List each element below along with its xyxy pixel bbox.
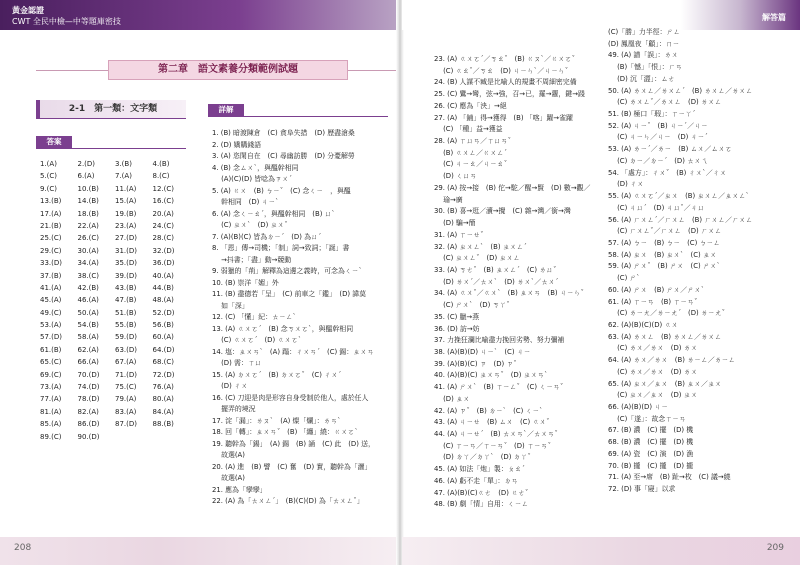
header-bar [402, 0, 800, 30]
answer-cell: 3.(B) [115, 160, 132, 168]
detail-line: 6. (A) 念ㄑㄧㄠˊ，與醞幹相同 (B) ㄩˋ [212, 209, 335, 218]
detail-line: 13. (A) ㄍㄨㄛˊ (B) 念ㄎㄨㄛˋ，與醞幹相同 [212, 324, 354, 333]
detail-line: 5. (A) ㄍㄨ (B) ㄅㄧˇ (C) 念ㄑㄧ ，與醞 [212, 186, 351, 195]
detail-line: 50. (A) ㄌㄨㄥ／ㄌㄨㄥˊ (B) ㄌㄨㄥ／ㄌㄨㄥ [608, 86, 753, 95]
page-number: 209 [766, 543, 784, 553]
details-column-1 [434, 54, 604, 511]
details-column-2 [608, 27, 778, 496]
answer-cell: 44.(B) [152, 283, 174, 292]
answer-row [40, 358, 190, 370]
detail-line: (C) ㄓㄨˋ (D) ㄓㄨˇ [212, 221, 288, 229]
detail-line: 8. 「恩」傳→司機；「制」詞→致詞；「誕」書 [212, 244, 350, 252]
detail-line: 22. (A) 為「ㄊㄨㄥˊ」 (B)(C)(D) 為「ㄊㄨㄥˇ」 [212, 497, 364, 505]
detail-line: 53. (A) ㄌㄧˊ／ㄌㄧ (B) ㄙㄨ／ㄙㄨㄛ [608, 145, 732, 154]
footer-band [0, 537, 398, 565]
detail-line: 58. (A) ㄓㄨ (B) ㄓㄨˋ (C) ㄓㄨ [608, 250, 717, 259]
detail-line: 68. (B) 濃 (C) 擺 (D) 機 [608, 438, 694, 447]
detail-line: 52. (A) ㄐㄧˇ (B) ㄐㄧˊ／ㄐㄧ [608, 121, 708, 130]
detail-line: (C) ㄐㄧㄣ／ㄐㄧ (D) ㄐㄧˊ [608, 133, 708, 142]
detail-line: 36. (D) 訪→妨 [434, 324, 480, 333]
answer-cell: 66.(A) [77, 358, 99, 367]
answer-row [40, 259, 190, 271]
detail-line: 48. (B) 劇「情」自用：ㄑㄧㄥ [434, 500, 529, 509]
detail-line: 故選(A) [212, 474, 245, 482]
detail-line: 12. (C) 「懂」紀：ㄊㄧㄥˋ [212, 313, 297, 321]
answer-cell: 21.(B) [40, 221, 62, 230]
header-right-label: 解答篇 [762, 13, 786, 22]
answer-cell: 32.(D) [152, 246, 175, 255]
detail-line: (C)「勝」力半徑：ㄕㄥ [608, 28, 681, 36]
detail-line: 11. (B) 盡德若「呈」 (C) 前車之「鑑」 (D) 諱莫 [212, 290, 367, 298]
detail-line: 26. (C) 應為「泱」→絕 [434, 101, 507, 110]
answer-cell: 11.(A) [115, 184, 137, 193]
answer-cell: 34.(A) [77, 259, 99, 268]
answer-cell: 72.(D) [152, 370, 175, 379]
detail-line: 14. 塩：ㄓㄨㄢˋ (A) 蹋：ㄔㄨㄢˊ (C) 錫：ㄓㄨㄢ [212, 347, 374, 356]
detail-line: (D) 需：ㄒㄩ [212, 359, 262, 367]
detail-line: 29. (A) 按→接 (B) 佗→駝／醒→賢 (D) 數→觀／ [434, 183, 591, 192]
detail-line: 39. (A)(B)(C) ㄗ (D) ㄗˇ [434, 359, 517, 368]
right-page [402, 0, 800, 565]
answer-cell: 2.(D) [77, 160, 96, 168]
answers-label: 答案 [36, 136, 72, 148]
answer-cell: 73.(A) [40, 383, 62, 392]
answer-cell: 28.(C) [152, 234, 174, 243]
detail-line: 33. (A) ㄎㄜˇ (B) ㄓㄨㄥˊ (C) ㄌㄩˇ [434, 265, 557, 274]
answer-cell: 80.(A) [152, 395, 174, 404]
answer-cell: 50.(A) [77, 308, 99, 317]
detail-line: (D) ㄔㄨ [212, 382, 248, 390]
detail-line: 15. (A) ㄉㄨㄛˊ (B) ㄉㄨㄛˇ (C) ㄔㄨˊ [212, 370, 342, 379]
detail-line: 60. (A) ㄕㄨ (B) ㄕㄨ／ㄕㄨˋ [608, 285, 705, 294]
detail-line: 23. (A) ㄍㄨㄛˊ／ㄎㄠˇ (B) ㄍㄡˋ／ㄍㄨㄛˇ [434, 55, 576, 63]
detail-line: 70. (B) 攏 (C) 攏 (D) 攏 [608, 461, 694, 470]
answer-cell: 71.(D) [115, 370, 137, 379]
answer-row [40, 197, 190, 209]
detail-line: 47. (A)(B)(C)ㄍㄜ (D) ㄍㄜˇ [434, 488, 529, 497]
detail-line: 42. (A) ㄗˇ (B) ㄉㄧˋ (C) ㄑㄧˋ [434, 406, 543, 415]
answer-cell: 42.(B) [77, 283, 99, 292]
answer-cell: 30.(A) [77, 246, 99, 255]
answer-cell: 41.(A) [40, 283, 62, 292]
answer-row [40, 420, 190, 432]
answer-cell: 37.(B) [40, 271, 62, 280]
answer-cell: 22.(A) [77, 221, 99, 230]
detail-line: (C) ㄏㄨㄥˇ／ㄏㄨㄥ (D) ㄏㄨㄥ [608, 227, 722, 236]
answer-cell: 36.(D) [152, 259, 175, 268]
detail-line: 41. (A) ㄕㄨˋ (B) ㄒㄧㄥˇ (C) ㄑㄧㄢˇ [434, 383, 564, 392]
detail-line: 64. (A) ㄌㄨ／ㄌㄨ (B) ㄌㄧㄥ／ㄌㄧㄥ [608, 356, 736, 365]
detail-line: 30. (B) 喜→逛／瀆→攪 (C) 雜→灣／銜→灣 [434, 207, 571, 216]
detail-line: 43. (A) ㄐㄧㄝ (B) ㄙㄨ (C) ㄍㄨˇ [434, 418, 550, 427]
detail-line: (C) 「種」益→獲益 [434, 125, 503, 134]
answer-row [40, 247, 190, 259]
answer-row [40, 210, 190, 222]
answer-cell: 24.(C) [152, 221, 174, 230]
details-rule [208, 116, 388, 117]
answer-cell: 86.(D) [77, 420, 100, 429]
answer-cell: 76.(A) [152, 383, 174, 392]
answer-cell: 51.(B) [115, 308, 137, 317]
chapter-title: 第二章 語文素養分類範例試題 [108, 60, 348, 80]
answer-cell: 14.(B) [77, 197, 99, 206]
answer-cell: 10.(B) [77, 184, 99, 193]
answer-row [40, 160, 190, 172]
detail-line: 17. 淀「漏」：ㄌㄡˋ (A) 燦「爛」：ㄌㄢˋ [212, 416, 341, 425]
detail-line: 57. (A) ㄅㄧ (B) ㄅㄧ (C) ㄅㄧㄥ [608, 238, 721, 247]
detail-line: 瑜→廣 [434, 195, 463, 204]
answer-cell: 53.(A) [40, 321, 62, 330]
detail-line: (C) ㄌㄨㄥˇ／ㄌㄨㄥ (D) ㄌㄨㄥ [608, 98, 722, 107]
answer-cell: 64.(D) [152, 345, 175, 354]
answer-row [40, 346, 190, 358]
detail-line: (C) ㄐㄩˊ (D) ㄐㄩˇ／ㄐㄩ [608, 203, 705, 212]
detail-line: 71. (A) 至→席 (B) 趾→枚 (C) 議→繞 [608, 473, 731, 482]
detail-line: 27. (A) 「鋪」得→獲得 (B) 「喀」躍→雀躍 [434, 113, 573, 122]
detail-line: (C) ㄕˋ [608, 274, 640, 283]
detail-line: (C) ㄌㄨ／ㄌㄨ (D) ㄌㄨ [608, 367, 698, 376]
detail-line: 51. (B) 極口「瑕」：ㄒㄧㄚˊ [608, 110, 696, 119]
answer-row [40, 395, 190, 407]
answer-cell: 55.(B) [115, 321, 137, 330]
answer-cell: 19.(B) [115, 209, 137, 218]
answer-cell: 57.(D) [40, 333, 62, 342]
details-label: 詳解 [208, 104, 244, 116]
detail-line: 32. (A) ㄓㄨㄥˋ (B) ㄓㄨㄥˊ [434, 242, 527, 251]
detail-line: 9. 弱獵的「荊」解釋為這邊之義時，可念為ㄑㄧˋ [212, 267, 363, 275]
answer-cell: 67.(A) [115, 358, 137, 367]
detail-line: 35. (C) 臘→燕 [434, 312, 480, 321]
header-bar [0, 0, 398, 30]
answers-rule [36, 148, 186, 149]
detail-line: 18. 回「轉」：ㄓㄨㄢˇ (B) 「纏」繞：ㄍㄨㄛˋ [212, 428, 359, 436]
answer-cell: 52.(D) [152, 308, 175, 317]
detail-line: 34. (A) ㄍㄨˇ／ㄍㄨˋ (B) ㄓㄨㄢ (B) ㄐㄧㄣˇ [434, 289, 584, 298]
answer-cell: 40.(A) [152, 271, 174, 280]
answer-cell: 85.(A) [40, 420, 62, 429]
detail-line: 54. 「處方」：ㄔㄨˇ (B) ㄔㄨˋ／ㄔㄨ [608, 168, 727, 177]
answer-cell: 7.(A) [115, 172, 132, 181]
answer-cell: 59.(D) [115, 333, 137, 342]
answer-cell: 63.(D) [115, 345, 137, 354]
answer-cell: 61.(B) [40, 345, 62, 354]
detail-line: 2. (D) 嬌購錢語 [212, 140, 262, 149]
answer-cell: 29.(C) [40, 246, 62, 255]
answer-cell: 65.(C) [40, 358, 62, 367]
detail-line: (D) ㄓㄨ [434, 394, 470, 403]
detail-line: 66. (A)(B)(D) ㄐㄧ [608, 403, 668, 411]
detail-line: 31. (A) ㄒㄧㄝˇ [434, 230, 484, 239]
answer-cell: 38.(C) [77, 271, 99, 280]
answer-cell: 60.(A) [152, 333, 174, 342]
detail-line: 25. (C) 鸞→彎，弦→強，召→已，羅→蘿，鍵→踐 [434, 90, 585, 99]
detail-line: 故選(A) [212, 451, 245, 459]
answer-cell: 69.(C) [40, 370, 62, 379]
left-page [0, 0, 398, 565]
answer-cell: 81.(A) [40, 407, 62, 416]
answer-cell: 20.(A) [152, 209, 174, 218]
detail-line: 1. (B) 暗渡陳倉 (C) 貪阜失措 (D) 歷盡滄桑 [212, 129, 355, 137]
detail-line: 44. (A) ㄐㄧㄝˊ (B) ㄊㄨㄢˋ／ㄊㄨㄢˇ [434, 430, 558, 438]
detail-line: 65. (A) ㄓㄨ／ㄓㄨ (B) ㄓㄨ／ㄓㄨ [608, 379, 722, 388]
answer-cell: 12.(C) [152, 184, 174, 193]
section-rule [36, 118, 186, 119]
answer-cell: 33.(D) [40, 259, 62, 268]
detail-line: 10. (B) 崇洋「媚」外 [212, 278, 279, 287]
detail-line: →抖書；「盡」動→競動 [212, 255, 292, 264]
answer-row [40, 222, 190, 234]
section-title: 2-1 第一類：文字類 [36, 100, 186, 118]
answer-cell: 1.(A) [40, 160, 57, 168]
detail-line: 24. (B) 人謀不臧是比喻人的規畫不周細密完備 [434, 78, 577, 87]
answer-cell: 87.(D) [115, 420, 137, 429]
answer-row [40, 272, 190, 284]
answer-cell: 25.(C) [40, 234, 62, 243]
answer-cell: 45.(A) [40, 296, 62, 305]
detail-line: (D) ㄉㄚ／ㄉㄚˋ (D) ㄉㄚˇ [434, 453, 531, 462]
detail-line: 55. (A) ㄍㄨㄛˊ／ㄓㄨ (B) ㄓㄨㄥ／ㄓㄨㄥˋ [608, 192, 750, 201]
answer-cell: 4.(B) [152, 160, 170, 168]
answer-cell: 54.(B) [77, 321, 99, 330]
detail-line: 46. (A) 虧不走「單」：ㄉㄢ [434, 476, 518, 485]
detail-line: 幹相同 (D) ㄐㄧˋ [212, 198, 279, 206]
detail-line: (C)「遂」：故念ㄒㄧㄢ [608, 414, 686, 423]
answer-cell: 35.(D) [115, 259, 137, 268]
detail-line: 38. (A)(B)(D) ㄐㄧˋ (C) ㄐㄧ [434, 347, 531, 356]
answer-cell: 6.(A) [77, 172, 95, 181]
detail-line: (B) ㄍㄨㄥ／ㄍㄨㄥˊ [434, 148, 508, 157]
detail-line: (C) ㄌㄨ／ㄌㄨ (D) ㄌㄨ [608, 344, 698, 353]
detail-line: (D) 鳳凰夜「顧」：ㄇㄧ [608, 39, 680, 48]
answer-cell: 17.(A) [40, 209, 62, 218]
detail-line: (D) ㄌㄨˊ／ㄊㄨˋ (D) ㄌㄨˋ／ㄊㄨˊ [434, 277, 559, 286]
answer-row [40, 433, 190, 445]
answer-cell: 88.(B) [152, 420, 174, 429]
answer-cell: 16.(C) [152, 197, 174, 206]
detail-line: (D) 沉「澀」：ㄙㄜ [608, 74, 675, 83]
detail-line: 19. 聽幹為「錫」 (A) 錫 (B) 誦 (C) 此 (D) 送， [212, 439, 375, 448]
detail-line: 72. (D) 事「寢」以求 [608, 485, 676, 494]
detail-line: 16. (C) 刀迎是肉是形容自身受制於他人，處於任人 [212, 393, 369, 402]
answer-grid [40, 160, 190, 445]
answer-cell: 18.(B) [77, 209, 99, 218]
detail-line: 62. (A)(B)(C)(D) ㄍㄨ [608, 320, 679, 329]
answer-cell: 68.(C) [152, 358, 174, 367]
detail-line: (C) ㄉㄧ／ㄉㄧˊ (D) ㄊㄨㄟ [608, 156, 708, 165]
answer-cell: 56.(B) [152, 321, 174, 330]
answer-cell: 26.(C) [77, 234, 99, 243]
detail-line: (C) ㄒㄧㄢ／ㄒㄧㄢˇ (D) ㄒㄧㄢˇ [434, 441, 552, 450]
answer-cell: 89.(C) [40, 432, 62, 441]
answer-cell: 5.(C) [40, 172, 58, 181]
detail-line: 20. (A) 進 (B) 譬 (C) 奮 (D) 實，聽幹為「灑」 [212, 462, 372, 471]
detail-line: 59. (A) ㄕㄨˇ (B) ㄕㄨ (C) ㄕㄨˋ [608, 262, 721, 271]
detail-line: 61. (A) ㄒㄧㄢ (B) ㄒㄧㄢˇ [608, 297, 698, 306]
answer-cell: 13.(B) [40, 197, 62, 206]
detail-line: 49. (A) 譜「誤」：ㄌㄨ [608, 51, 679, 60]
answer-cell: 39.(D) [115, 271, 137, 280]
detail-line: 擺弄的境況 [212, 405, 256, 413]
answer-cell: 46.(A) [77, 296, 99, 305]
answer-cell: 23.(A) [115, 221, 137, 230]
details-column [212, 128, 392, 508]
answer-row [40, 185, 190, 197]
answer-cell: 79.(A) [115, 395, 137, 404]
answer-cell [153, 433, 191, 445]
answer-row [40, 234, 190, 246]
answer-row [40, 371, 190, 383]
detail-line: 3. (A) 恣閑自在 (C) 尋幽訪勝 (D) 分憂解勞 [212, 152, 355, 160]
answer-cell: 84.(A) [152, 407, 174, 416]
answer-row [40, 172, 190, 184]
detail-line: 28. (A) ㄒㄩㄢ／ㄒㄩㄢˇ [434, 137, 512, 146]
detail-line: 4. (B) 念ㄙㄨˋ，與醞幹相同 [212, 163, 299, 172]
answer-cell: 48.(A) [152, 296, 174, 305]
answer-cell: 31.(D) [115, 246, 137, 255]
detail-line: 63. (A) ㄌㄨㄥ (B) ㄌㄨㄥ／ㄌㄨㄥ [608, 332, 722, 341]
detail-line: 45. (A) 如法「炮」製：ㄆㄠˊ [434, 465, 525, 474]
detail-line: 如「深」 [212, 301, 249, 310]
detail-line: (C) ㄌㄧㄤ／ㄌㄧㄤˊ (D) ㄌㄧㄤˇ [608, 309, 726, 318]
detail-line: 7. (A)(B)(C) 皆為ㄉㄧˊ (D) 為ㄩˊ [212, 232, 322, 241]
answer-cell: 27.(D) [115, 234, 137, 243]
answer-row [40, 309, 190, 321]
answer-cell: 82.(A) [77, 407, 99, 416]
answer-cell: 49.(C) [40, 308, 62, 317]
detail-line: (C) ㄕㄨˋ (D) ㄎㄚˇ [434, 301, 510, 310]
answer-row [40, 296, 190, 308]
answer-cell: 62.(A) [77, 345, 99, 354]
answer-cell: 74.(D) [77, 383, 100, 392]
answer-cell: 70.(D) [77, 370, 100, 379]
answer-cell: 75.(C) [115, 383, 137, 392]
header-subtitle: CWT 全民中檢—中等題庫密技 [12, 17, 121, 26]
answer-cell: 9.(C) [40, 184, 58, 193]
detail-line: (C) ㄍㄨㄛˊ (D) ㄍㄨㄛˋ [212, 336, 302, 344]
page-number: 208 [14, 543, 32, 553]
detail-line: (D) ㄑㄩㄢ [434, 172, 477, 181]
detail-line: 21. 應為「孿孿」 [212, 485, 267, 494]
answer-cell: 8.(C) [152, 172, 170, 181]
answer-cell: 78.(D) [77, 395, 100, 404]
answer-cell: 90.(D) [77, 432, 100, 441]
detail-line: (C) ㄍㄠˇ／ㄎㄠ (D) ㄐㄧㄣˋ／ㄐㄧㄣˇ [434, 66, 569, 75]
detail-line: 37. 力挽狂瀾比喻盡力挽回劣勢、努力彌補 [434, 336, 565, 345]
detail-line: 69. (A) 瓷 (C) 演 (D) 漁 [608, 449, 694, 458]
answer-row [40, 408, 190, 420]
detail-line: 40. (A)(B)(C) ㄓㄨㄢˇ (D) ㄓㄨㄢˋ [434, 371, 548, 380]
answer-row [40, 284, 190, 296]
detail-line: (C) ㄐㄧㄠ／ㄐㄧㄠˇ [434, 160, 508, 169]
answer-cell: 58.(A) [77, 333, 99, 342]
detail-line: (C) ㄓㄨㄥˇ (D) ㄓㄨㄥ [434, 254, 521, 263]
detail-line: (C) ㄓㄨ／ㄓㄨ (D) ㄓㄨ [608, 391, 698, 400]
header-title: 黃金認證 [12, 6, 44, 15]
answer-cell: 43.(B) [115, 283, 137, 292]
answer-row [40, 321, 190, 333]
detail-line: (A)(C)(D) 皆唸為ㄗㄨˊ [212, 175, 293, 183]
detail-line: 56. (A) ㄏㄨㄥˊ／ㄏㄨㄥ (B) ㄏㄨㄥ／ㄏㄨㄥ [608, 215, 753, 224]
answer-cell: 77.(A) [40, 395, 62, 404]
answer-cell: 47.(B) [115, 296, 137, 305]
footer-band [402, 537, 800, 565]
detail-line: (D) ㄔㄨ [608, 180, 644, 189]
answer-cell [115, 433, 153, 445]
detail-line: (B)「憾」「恨」：ㄏㄢ [608, 63, 683, 72]
answer-cell: 15.(A) [115, 197, 137, 206]
answer-row [40, 383, 190, 395]
detail-line: 67. (B) 濃 (C) 擺 (D) 機 [608, 426, 694, 435]
detail-line: (D) 騙→簡 [434, 219, 476, 228]
answer-cell: 83.(A) [115, 407, 137, 416]
answer-row [40, 333, 190, 345]
